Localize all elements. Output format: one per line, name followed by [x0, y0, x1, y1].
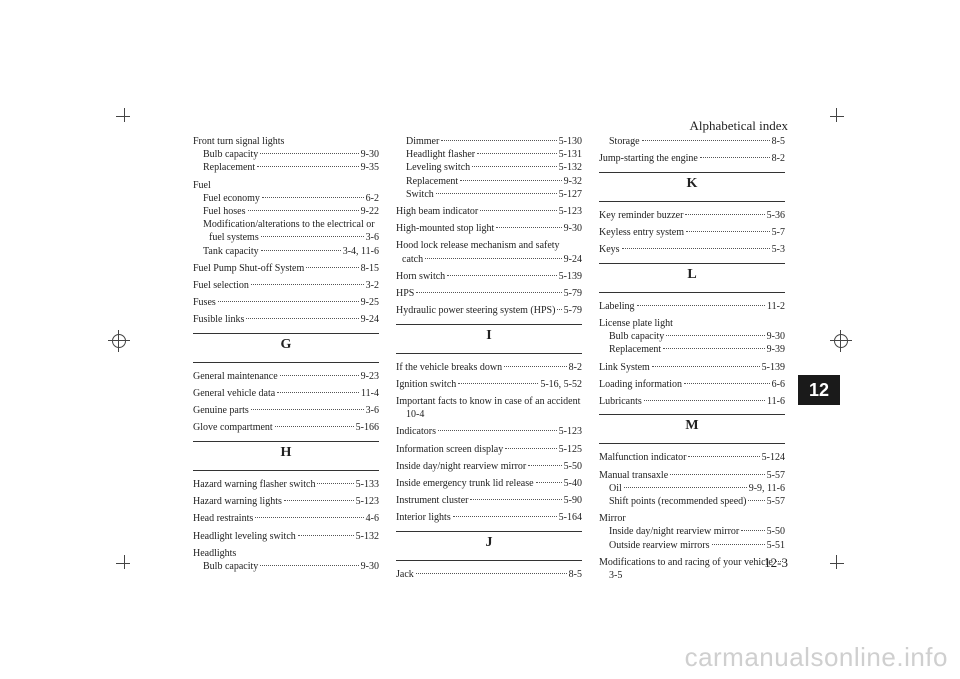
- index-entry: Fuses 9-25: [193, 297, 379, 309]
- letter-section-j: J: [396, 531, 582, 561]
- index-entry: Inside emergency trunk lid release 5-40: [396, 477, 582, 489]
- index-entry: Manual transaxle 5-57: [599, 469, 785, 481]
- index-column-1: [193, 136, 379, 574]
- index-entry: HPS 5-79: [396, 287, 582, 299]
- index-entry-page: 10-4: [406, 409, 425, 421]
- index-entry: Link System 5-139: [599, 361, 785, 373]
- index-entry: Fusible links 9-24: [193, 314, 379, 326]
- index-entry: Keys 5-3: [599, 244, 785, 256]
- index-entry: Genuine parts 3-6: [193, 405, 379, 417]
- index-entry: Outside rearview mirrors 5-51: [609, 539, 785, 551]
- index-entry: Information screen display 5-125: [396, 443, 582, 455]
- index-heading: Fuel: [193, 179, 211, 191]
- watermark: carmanualsonline.info: [684, 642, 948, 672]
- crop-mark: [830, 563, 844, 564]
- index-entry: Hazard warning lights 5-123: [193, 496, 379, 508]
- index-entry: Replacement 9-35: [203, 162, 379, 174]
- letter-section-k: K: [599, 172, 785, 202]
- crop-mark: [116, 116, 130, 117]
- index-entry: Bulb capacity 9-30: [203, 149, 379, 161]
- index-entry: Fuel economy 6-2: [203, 192, 379, 204]
- index-heading: Mirror: [599, 513, 626, 525]
- index-entry: Bulb capacity 9-30: [203, 560, 379, 572]
- index-entry-text: Modification/alterations to the electrical or: [203, 219, 375, 231]
- index-entry: Fuel Pump Shut-off System 8-15: [193, 262, 379, 274]
- index-entry: Key reminder buzzer 5-36: [599, 209, 785, 221]
- index-entry: Glove compartment 5-166: [193, 422, 379, 434]
- index-entry: High-mounted stop light 9-30: [396, 223, 582, 235]
- index-entry: Fuel selection 3-2: [193, 279, 379, 291]
- index-entry: Horn switch 5-139: [396, 270, 582, 282]
- crop-mark: [124, 108, 125, 122]
- index-entry: Bulb capacity 9-30: [609, 331, 785, 343]
- index-entry-text: Hood lock release mechanism and safety: [396, 240, 560, 252]
- page-number: 12-3: [764, 555, 788, 570]
- index-entry: Switch 5-127: [406, 188, 582, 200]
- index-entry: Tank capacity 3-4, 11-6: [203, 245, 379, 257]
- index-heading: Headlights: [193, 547, 237, 559]
- index-entry: High beam indicator 5-123: [396, 205, 582, 217]
- index-entry: Fuel hoses 9-22: [203, 205, 379, 217]
- index-entry: Hazard warning flasher switch 5-133: [193, 479, 379, 490]
- index-entry: If the vehicle breaks down 8-2: [396, 361, 582, 373]
- index-entry: fuel systems 3-6: [209, 232, 379, 244]
- index-entry: General vehicle data 11-4: [193, 388, 379, 400]
- index-entry: Replacement 9-32: [406, 175, 582, 187]
- index-entry: Ignition switch 5-16, 5-52: [396, 378, 582, 390]
- index-entry: Dimmer 5-130: [406, 136, 582, 147]
- index-entry: Keyless entry system 5-7: [599, 226, 785, 238]
- index-entry: Labeling 11-2: [599, 300, 785, 312]
- letter-section-l: L: [599, 263, 785, 293]
- crop-mark: [836, 108, 837, 122]
- index-entry: Instrument cluster 5-90: [396, 495, 582, 507]
- index-entry: Lubricants 11-6: [599, 395, 785, 407]
- chapter-tab: 12: [798, 375, 840, 405]
- letter-section-m: M: [599, 414, 785, 444]
- index-entry: Jump-starting the engine 8-2: [599, 153, 785, 165]
- index-entry: Headlight flasher 5-131: [406, 149, 582, 161]
- index-column-3: [599, 136, 785, 583]
- index-entry: Loading information 6-6: [599, 378, 785, 390]
- index-entry: Headlight leveling switch 5-132: [193, 530, 379, 542]
- letter-section-h: H: [193, 441, 379, 471]
- index-entry: Hydraulic power steering system (HPS) 5-79: [396, 305, 582, 317]
- registration-mark: [834, 334, 848, 348]
- index-entry: Leveling switch 5-132: [406, 162, 582, 174]
- index-heading: License plate light: [599, 317, 673, 329]
- index-entry: Indicators 5-123: [396, 426, 582, 438]
- index-entry: Inside day/night rearview mirror 5-50: [609, 526, 785, 538]
- index-entry-text: Important facts to know in case of an accident: [396, 396, 581, 408]
- crop-mark: [836, 555, 837, 569]
- index-column-2: [396, 136, 582, 586]
- letter-section-i: I: [396, 324, 582, 354]
- index-entry: Interior lights 5-164: [396, 512, 582, 524]
- index-entry: Replacement 9-39: [609, 344, 785, 356]
- index-entry: Jack 8-5: [396, 568, 582, 580]
- crop-mark: [830, 116, 844, 117]
- index-entry: Storage 8-5: [609, 136, 785, 147]
- index-entry: Head restraints 4-6: [193, 513, 379, 525]
- page-header-title: Alphabetical index: [689, 118, 788, 133]
- index-entry: General maintenance 9-23: [193, 370, 379, 382]
- index-entry: Malfunction indicator 5-124: [599, 452, 785, 464]
- crop-mark: [116, 563, 130, 564]
- index-heading: Front turn signal lights: [193, 136, 285, 147]
- index-entry: Oil 9-9, 11-6: [609, 482, 785, 494]
- crop-mark: [124, 555, 125, 569]
- index-entry: catch 9-24: [402, 253, 582, 265]
- index-entry: Shift points (recommended speed) 5-57: [609, 496, 785, 508]
- index-entry: Inside day/night rearview mirror 5-50: [396, 460, 582, 472]
- index-entry-page: 3-5: [609, 569, 623, 581]
- letter-section-g: G: [193, 333, 379, 363]
- index-entry: Modifications to and racing of your vehicle: [599, 557, 785, 570]
- registration-mark: [112, 334, 126, 348]
